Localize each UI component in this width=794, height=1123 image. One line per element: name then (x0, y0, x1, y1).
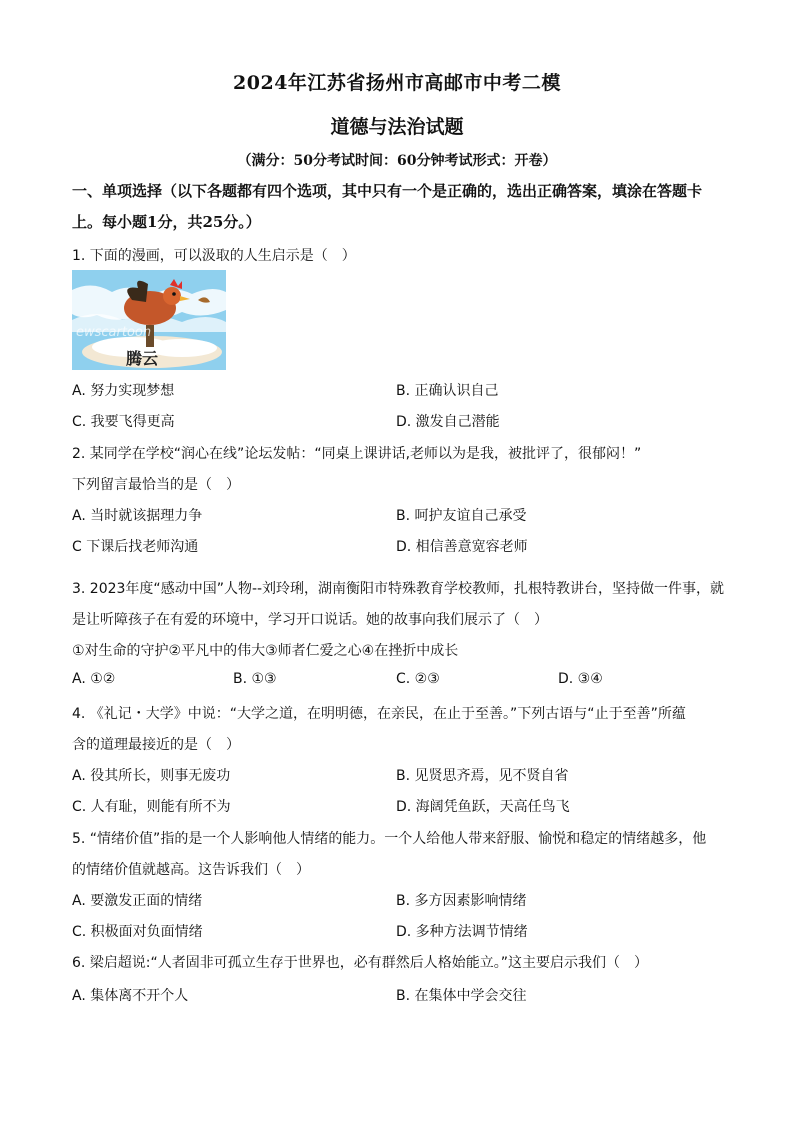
q5-option-a: A. 要激发正面的情绪 (72, 893, 203, 909)
svg-text:ewscartoon: ewscartoon (76, 325, 152, 340)
q1-option-d: D. 激发自己潜能 (396, 414, 500, 430)
question-5-stem-line1: 5. “情绪价值”指的是一个人影响他人情绪的能力。一个人给他人带来舒服、愉悦和稳定的情绪越多，他 (72, 831, 707, 847)
q2-option-a: A. 当时就该据理力争 (72, 508, 203, 524)
q5-option-c: C. 积极面对负面情绪 (72, 924, 203, 940)
question-3-stem-line1: 3. 2023年度“感动中国”人物--刘玲琍，湖南衡阳市特殊教育学校教师，扎根特教讲台，坚持做一件事，就 (72, 581, 725, 597)
question-3-stem-line2: 是让听障孩子在有爱的环境中，学习开口说话。她的故事向我们展示了（ ） (72, 612, 548, 628)
question-2-stem-line2: 下列留言最恰当的是（ ） (72, 477, 240, 493)
question-4-stem-line1: 4. 《礼记・大学》中说：“大学之道，在明明德，在亲民，在止于至善。”下列古语与“止于至善”所蕴 (72, 706, 686, 722)
q4-option-d: D. 海阔凭鱼跃，天高任鸟飞 (396, 799, 570, 815)
question-4-stem-line2: 含的道理最接近的是（ ） (72, 737, 240, 753)
q3-option-d: D. ③④ (558, 671, 603, 687)
exam-title: 2024年江苏省扬州市高邮市中考二模 (233, 72, 561, 94)
q4-option-c: C. 人有耻，则能有所不为 (72, 799, 231, 815)
q6-option-b: B. 在集体中学会交往 (396, 988, 527, 1004)
question-2-stem-line1: 2. 某同学在学校“润心在线”论坛发帖：“同桌上课讲话,老师以为是我，被批评了，很郁闷！” (72, 446, 642, 462)
q2-option-c: C 下课后找老师沟通 (72, 539, 199, 555)
q1-option-b: B. 正确认识自己 (396, 383, 499, 399)
q5-option-d: D. 多种方法调节情绪 (396, 924, 528, 940)
q1-option-a: A. 努力实现梦想 (72, 383, 175, 399)
q1-option-c: C. 我要飞得更高 (72, 414, 175, 430)
question-5-stem-line2: 的情绪价值就越高。这告诉我们（ ） (72, 862, 310, 878)
question-6-stem: 6. 梁启超说:“人者固非可孤立生存于世界也，必有群然后人格始能立。”这主要启示我们（ ） (72, 955, 649, 971)
q3-option-c: C. ②③ (396, 671, 440, 687)
exam-info: （满分：50分考试时间：60分钟考试形式：开卷） (237, 153, 557, 169)
section-heading: 一、单项选择（以下各题都有四个选项，其中只有一个是正确的，选出正确答案，填涂在答题卡上。每小题1分，共25分。） (72, 182, 703, 231)
q6-option-a: A. 集体离不开个人 (72, 988, 189, 1004)
exam-subject: 道德与法治试题 (330, 116, 464, 138)
question-1-stem: 1. 下面的漫画，可以汲取的人生启示是（ ） (72, 248, 356, 264)
q3-option-b: B. ①③ (233, 671, 277, 687)
q3-option-a: A. ①② (72, 671, 116, 687)
q5-option-b: B. 多方因素影响情绪 (396, 893, 527, 909)
q2-option-d: D. 相信善意宽容老师 (396, 539, 528, 555)
cartoon-caption: 腾云 (126, 349, 159, 368)
cartoon-image (72, 270, 226, 370)
q2-option-b: B. 呵护友谊自己承受 (396, 508, 527, 524)
q4-option-b: B. 见贤思齐焉，见不贤自省 (396, 768, 569, 784)
question-3-stem-line3: ①对生命的守护②平凡中的伟大③师者仁爱之心④在挫折中成长 (72, 643, 459, 659)
q4-option-a: A. 役其所长，则事无废功 (72, 768, 231, 784)
